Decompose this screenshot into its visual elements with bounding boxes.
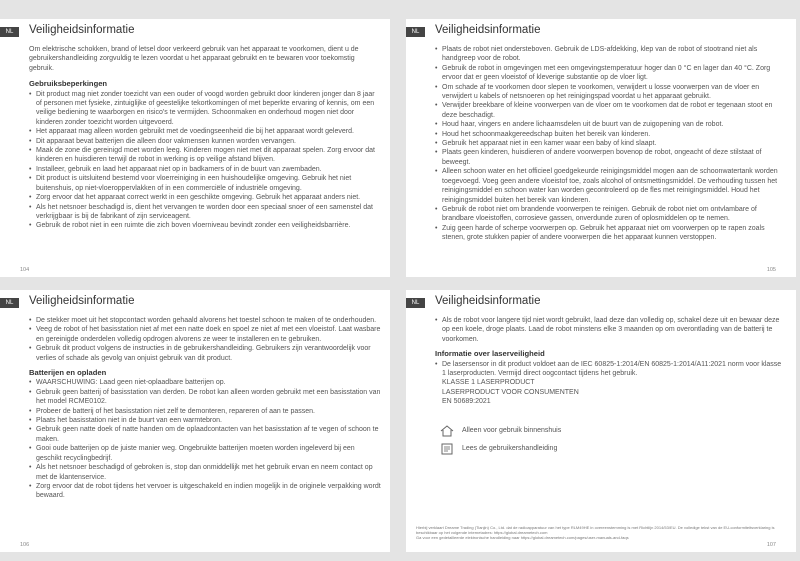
language-tab: NL: [406, 27, 425, 37]
page-number: 107: [766, 542, 776, 548]
language-tab: NL: [0, 27, 19, 37]
indoor-use-label: Alleen voor gebruik binnenshuis: [462, 426, 562, 434]
list-item: • Maak de zone die gereinigd moet worden leeg. Kinderen mogen niet met dit apparaat spelen. Zorg ervoor dat kinderen en huisdieren terwijl de robot in werking is op veilige afstand blijven.: [29, 146, 381, 165]
indoor-use-row: [440, 425, 787, 437]
page-107: [406, 290, 796, 552]
list-item: • Gebruik geen natte doek of natte handen om de oplaadcontacten van het basisstation af te vegen of schoon te maken.: [29, 425, 381, 444]
list-item: • WAARSCHUWING: Laad geen niet-oplaadbare batterijen op.: [29, 378, 381, 387]
list-item: • Houd het schoonmaakgereedschap buiten het bereik van kinderen.: [435, 130, 787, 139]
bullet-list: [29, 90, 381, 231]
intro-paragraph: Om elektrische schokken, brand of letsel door verkeerd gebruik van het apparaat te voorkomen, dient u de gebruikershandleiding zorgvuldig te lezen voordat u het apparaat gebruikt en te bewaren voor toekomstig gebruik.: [29, 46, 359, 72]
list-item: • Gebruik de robot niet in een ruimte die zich boven vloerniveau bevindt zonder een veiligheidsbarrière.: [29, 221, 381, 230]
list-item: • Dit product mag niet zonder toezicht van een ouder of voogd worden gebruikt door kinderen jonger dan 8 jaar of personen met fysieke, zintuiglijke of geestelijke tekortkomingen of met beperkte ervaring of kennis, om een veilige bediening te waarborgen en risico's te vermijden. Schoonmaken en onderhoud mogen niet door kinderen zonder toezicht worden uitgevoerd.: [29, 90, 381, 128]
list-item: • Gebruik geen batterij of basisstation van derden. De robot kan alleen worden gebruikt met een basisstation van het model RCME0102.: [29, 388, 381, 407]
page-number: 104: [20, 267, 30, 273]
list-item: • Houd haar, vingers en andere lichaamsdelen uit de buurt van de zuigopening van de robot.: [435, 120, 787, 129]
list-item: • Gooi oude batterijen op de juiste manier weg. Ongebruikte batterijen moeten worden ingeleverd bij een geschikt recyclingbedrijf.: [29, 444, 381, 463]
read-manual-label: Lees de gebruikershandleiding: [462, 444, 558, 452]
laser-line: KLASSE 1 LASERPRODUCT: [442, 379, 535, 387]
section-heading: Gebruiksbeperkingen: [29, 79, 108, 89]
page-title: Veiligheidsinformatie: [29, 295, 135, 307]
bullet-list: [29, 378, 381, 500]
list-item: • Gebruik het apparaat niet in een kamer waar een baby of kind slaapt.: [435, 139, 787, 148]
page-content: [29, 45, 381, 231]
language-tab: NL: [0, 298, 19, 308]
manual-book-icon: [440, 443, 454, 455]
list-item: • Gebruik dit product volgens de instructies in de gebruikershandleiding. Gebruikers zijn verantwoordelijk voor verlies of schade als gevolg van onjuist gebruik van dit product.: [29, 344, 381, 363]
page-content: [435, 316, 787, 455]
page-number: 105: [766, 267, 776, 273]
bullet-list: [435, 316, 787, 344]
laser-line: LASERPRODUCT VOOR CONSUMENTEN: [442, 388, 579, 396]
page-number: 106: [20, 542, 30, 548]
list-item: • Zuig geen harde of scherpe voorwerpen op. Gebruik het apparaat niet om voorwerpen op te rapen zoals stenen, grote stukken papier of andere voorwerpen die het apparaat kunnen verstoppen.: [435, 224, 787, 243]
page-106: [0, 290, 390, 552]
list-item: • Zorg ervoor dat het apparaat correct werkt in een geschikte omgeving. Gebruik het apparaat anders niet.: [29, 193, 381, 202]
list-item: • Dit apparaat bevat batterijen die alleen door vakmensen kunnen worden vervangen.: [29, 137, 381, 146]
bullet-list: [29, 316, 381, 363]
list-item: • Gebruik de robot niet om brandende voorwerpen te reinigen. Gebruik de robot niet om ontvlambare of brandbare vloeistoffen, corrosieve gassen, onverdunde zuren of oplosmiddelen op te nemen.: [435, 205, 787, 224]
list-item: • Als de robot voor langere tijd niet wordt gebruikt, laad deze dan volledig op, schakel deze uit en bewaar deze op een koele, droge plaats. Laad de robot minstens elke 3 maanden op om overontlading van de batterij te voorkomen.: [435, 316, 787, 344]
list-item: • Verwijder breekbare of kleine voorwerpen van de vloer om te voorkomen dat de robot er tegenaan stoot en deze beschadigt.: [435, 101, 787, 120]
list-item: • Zorg ervoor dat de robot tijdens het vervoer is uitgeschakeld en indien mogelijk in de originele verpakking wordt bewaard.: [29, 482, 381, 501]
bullet-list: [435, 45, 787, 243]
read-manual-row: [440, 443, 787, 455]
list-item: • Plaats de robot niet ondersteboven. Gebruik de LDS-afdekking, klep van de robot of stootrand niet als handgreep voor de robot.: [435, 45, 787, 64]
laser-line: EN 50689:2021: [442, 398, 491, 406]
list-item: • Installeer, gebruik en laad het apparaat niet op in badkamers of in de buurt van zwembaden.: [29, 165, 381, 174]
section-heading: Informatie over laserveiligheid: [435, 349, 545, 359]
list-item: • Als het netsnoer beschadigd of gebroken is, stop dan onmiddellijk met het gebruik ervan en neem contact op met de klantenservice.: [29, 463, 381, 482]
page-content: [29, 316, 381, 501]
list-item: • Veeg de robot of het basisstation niet af met een natte doek en spoel ze niet af met een vloeistof. Laat wasbare en gereinigde onderdelen volledig opdrogen alvorens ze weer te installeren en te gebruiken.: [29, 325, 381, 344]
page-content: [435, 45, 787, 243]
section-heading: Batterijen en opladen: [29, 368, 107, 378]
list-item: • De stekker moet uit het stopcontact worden gehaald alvorens het toestel schoon te maken of te onderhouden.: [29, 316, 381, 325]
list-item: • Als het netsnoer beschadigd is, dient het vervangen te worden door een speciaal snoer of een samenstel dat verkrijgbaar is bij de fabrikant of zijn serviceagent.: [29, 203, 381, 222]
list-item: • Het apparaat mag alleen worden gebruikt met de voedingseenheid die bij het apparaat wordt geleverd.: [29, 127, 381, 136]
footer-notes: [416, 525, 786, 540]
house-icon: [440, 425, 454, 437]
list-item: • Gebruik de robot in omgevingen met een omgevingstemperatuur hoger dan 0 °C en lager dan 40 °C. Zorg ervoor dat er geen vloeistof of kleverige substantie op de vloer ligt.: [435, 64, 787, 83]
laser-class-lines: [435, 378, 787, 406]
page-title: Veiligheidsinformatie: [29, 24, 135, 36]
page-105: [406, 19, 796, 277]
declaration-text: Hierbij verklaart Dreame Trading (Tianjin) Co., Ltd. dat de radioapparatuur van het type RLM49HE in overeenstemming is met Richtlijn 2014/53/EU. De volledige tekst van de EU-conformiteitsverklaring is beschikbaar op het volgende internetadres: https://global.dreametech.com: [416, 525, 775, 535]
manual-link-text: Ga voor een gedetailleerde elektronische handleiding naar https://global.dreametech.com/pages/user-manuals-and-faqs: [416, 535, 629, 540]
page-title: Veiligheidsinformatie: [435, 24, 541, 36]
list-item: • Dit product is uitsluitend bestemd voor vloerreiniging in een huishoudelijke omgeving. Gebruik het niet buitenshuis, op niet-vloeroppervlakken of in een commerciële of industriële omgeving.: [29, 174, 381, 193]
list-item: • Alleen schoon water en het officieel goedgekeurde reinigingsmiddel mogen aan de schoonwatertank worden toegevoegd. Voeg geen andere vloeistof toe, zoals alcohol of ontsmettingsmiddel. De verhouding tussen het reinigingsmiddel en schoon water kan worden gecontroleerd op de fles met reinigingsmiddel. Houd het reinigingsmiddel buiten het bereik van kinderen.: [435, 167, 787, 205]
page-title: Veiligheidsinformatie: [435, 295, 541, 307]
list-item: • De lasersensor in dit product voldoet aan de IEC 60825-1:2014/EN 60825-1:2014/A11:2021 norm voor klasse 1 laserproducten. Vermijd direct oogcontact tijdens het gebruik.: [435, 360, 787, 379]
list-item: • Plaats het basisstation niet in de buurt van een warmtebron.: [29, 416, 381, 425]
bullet-list: [435, 360, 787, 379]
page-104: [0, 19, 390, 277]
language-tab: NL: [406, 298, 425, 308]
list-item: • Plaats geen kinderen, huisdieren of andere voorwerpen bovenop de robot, ongeacht of deze stilstaat of beweegt.: [435, 148, 787, 167]
list-item: • Probeer de batterij of het basisstation niet zelf te demonteren, repareren of aan te passen.: [29, 407, 381, 416]
list-item: • Om schade af te voorkomen door slepen te voorkomen, verwijdert u losse voorwerpen van de vloer en verwijdert u kabels of netsnoeren op het reinigingspad voordat u het apparaat gebruikt.: [435, 83, 787, 102]
